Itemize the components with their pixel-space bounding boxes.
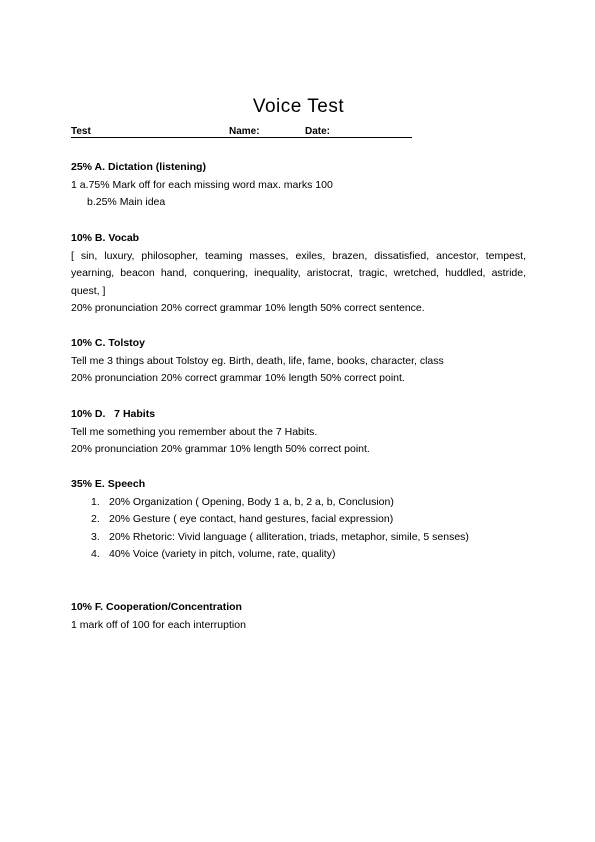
- header-fields: [71, 126, 526, 140]
- speech-item-number: 2.: [91, 513, 100, 526]
- speech-item-number: 4.: [91, 548, 100, 561]
- section-c-grading: 20% pronunciation 20% correct grammar 10% length 50% correct point.: [71, 372, 405, 385]
- section-c-prompt: Tell me 3 things about Tolstoy eg. Birth, death, life, fame, books, character, class: [71, 354, 444, 367]
- section-a-line-1: 1 a.75% Mark off for each missing word max. marks 100: [71, 178, 333, 191]
- test-label: Test: [71, 126, 91, 137]
- speech-item-text: 20% Rhetoric: Vivid language ( alliteration, triads, metaphor, simile, 5 senses): [109, 530, 469, 543]
- section-d: [71, 406, 526, 459]
- section-e: [71, 476, 526, 564]
- speech-item: [71, 529, 526, 547]
- speech-item: [71, 511, 526, 529]
- section-c-title: 10% C. Tolstoy: [71, 337, 145, 349]
- section-b-title: 10% B. Vocab: [71, 232, 140, 244]
- section-d-prompt: Tell me something you remember about the 7 Habits.: [71, 425, 318, 438]
- speech-item-number: 3.: [91, 530, 100, 543]
- section-c: [71, 335, 526, 388]
- date-underline: [305, 137, 412, 138]
- section-b-grading: 20% pronunciation 20% correct grammar 10% length 50% correct sentence.: [71, 302, 425, 315]
- section-f: [71, 599, 526, 634]
- section-f-title: 10% F. Cooperation/Concentration: [71, 601, 242, 613]
- speech-item-text: 20% Organization ( Opening, Body 1 a, b, 2 a, b, Conclusion): [109, 495, 394, 508]
- name-label: Name:: [229, 126, 260, 137]
- section-d-title: 10% D. 7 Habits: [71, 408, 156, 420]
- section-a-title: 25% A. Dictation (listening): [71, 161, 206, 173]
- speech-item: [71, 546, 526, 564]
- speech-item-text: 20% Gesture ( eye contact, hand gestures, facial expression): [109, 513, 394, 526]
- section-f-line: 1 mark off of 100 for each interruption: [71, 618, 246, 631]
- name-underline: [229, 137, 305, 138]
- section-b-vocab: [ sin, luxury, philosopher, teaming masses, exiles, brazen, dissatisfied, ancestor, tempest, yearning, beacon hand, conquering, inequality, aristocrat, tragic, wretched, huddled, astride, quest, ]: [71, 249, 526, 297]
- test-underline: [71, 137, 229, 138]
- date-label: Date:: [305, 126, 331, 137]
- speech-criteria-list: [71, 494, 526, 564]
- speech-item-number: 1.: [91, 495, 100, 508]
- speech-item: [71, 494, 526, 512]
- page-title: Voice Test: [252, 96, 345, 117]
- section-b: [71, 230, 526, 318]
- section-d-grading: 20% pronunciation 20% grammar 10% length 50% correct point.: [71, 443, 370, 456]
- section-a-line-2: b.25% Main idea: [87, 196, 166, 209]
- speech-item-text: 40% Voice (variety in pitch, volume, rate, quality): [109, 548, 336, 561]
- section-e-title: 35% E. Speech: [71, 478, 146, 490]
- section-a: [71, 159, 526, 212]
